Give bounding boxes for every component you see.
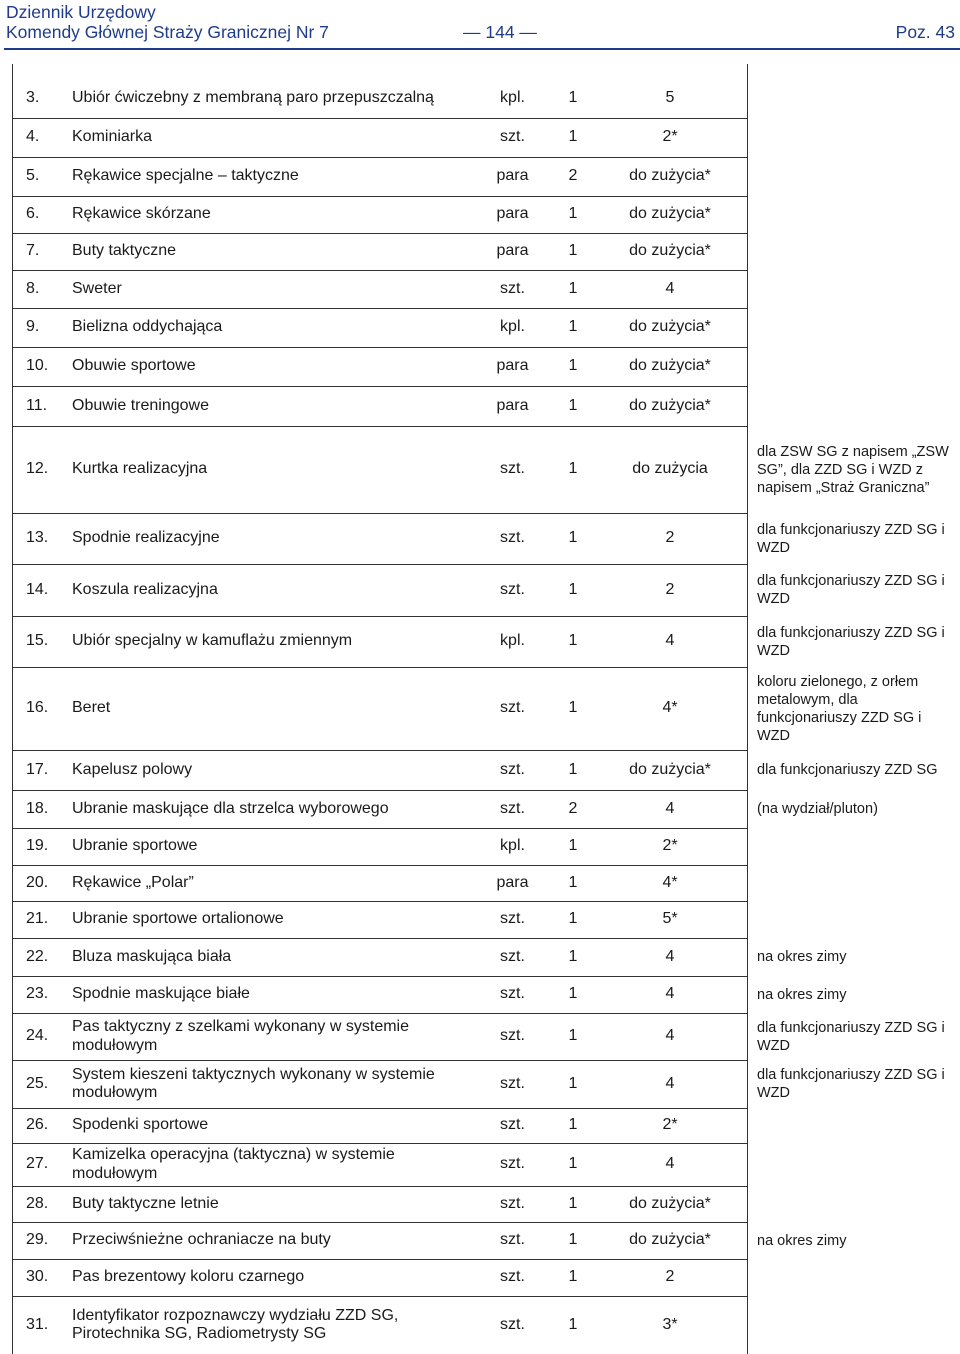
header-rule (4, 48, 960, 50)
quantity: 1 (568, 128, 578, 146)
row-divider (12, 790, 748, 791)
usage-period: do zużycia* (629, 357, 711, 375)
usage-period: 4 (665, 279, 675, 297)
unit-of-measure: para (496, 357, 529, 375)
row-number: 30. (26, 1268, 49, 1286)
unit-of-measure: szt. (500, 279, 525, 297)
row-number: 10. (26, 357, 49, 375)
item-name: Kapelusz polowy (72, 760, 193, 778)
item-name: Kamizelka operacyjna (taktyczna) w systemie modułowym (72, 1146, 395, 1182)
row-note: dla funkcjonariuszy ZZD SG i WZD (757, 573, 945, 607)
item-name: Buty taktyczne letnie (72, 1194, 219, 1212)
row-note: na okres zimy (757, 986, 847, 1003)
unit-of-measure: szt. (500, 760, 525, 778)
row-number: 16. (26, 699, 49, 717)
quantity: 1 (568, 357, 578, 375)
quantity: 1 (568, 632, 578, 650)
row-divider (12, 233, 748, 234)
item-name: Ubranie maskujące dla strzelca wyborowego (72, 799, 389, 817)
usage-period: 4 (665, 632, 675, 650)
unit-of-measure: kpl. (500, 632, 525, 650)
quantity: 1 (568, 947, 578, 965)
page-number: — 144 — (463, 22, 537, 42)
unit-of-measure: szt. (500, 1155, 525, 1173)
unit-of-measure: kpl. (500, 89, 525, 107)
quantity: 1 (568, 760, 578, 778)
item-name: Rękawice „Polar” (72, 873, 194, 891)
quantity: 1 (568, 242, 578, 260)
row-divider (12, 347, 748, 348)
quantity: 1 (568, 1116, 578, 1134)
row-number: 25. (26, 1074, 49, 1092)
row-divider (12, 1108, 748, 1109)
quantity: 1 (568, 873, 578, 891)
row-divider (12, 308, 748, 309)
row-divider (12, 118, 748, 119)
row-number: 8. (26, 279, 40, 297)
unit-of-measure: para (496, 167, 529, 185)
position-number: Poz. 43 (895, 22, 955, 42)
row-divider (12, 270, 748, 271)
row-number: 21. (26, 910, 49, 928)
row-note: dla funkcjonariuszy ZZD SG i WZD (757, 624, 945, 659)
usage-period: 2* (662, 128, 678, 146)
usage-period: 2 (665, 580, 675, 598)
row-divider (12, 1296, 748, 1297)
row-note: dla funkcjonariuszy ZZD SG (757, 762, 938, 778)
item-name: Obuwie treningowe (72, 396, 209, 414)
row-number: 17. (26, 760, 49, 778)
usage-period: 4* (662, 873, 678, 891)
quantity: 1 (568, 985, 578, 1003)
journal-name: Dziennik Urzędowy (6, 2, 156, 22)
item-name: Ubranie sportowe ortalionowe (72, 910, 284, 928)
unit-of-measure: szt. (500, 699, 525, 717)
row-divider (12, 616, 748, 617)
quantity: 1 (568, 460, 578, 478)
unit-of-measure: szt. (500, 580, 525, 598)
quantity: 1 (568, 1231, 578, 1249)
unit-of-measure: szt. (500, 1116, 525, 1134)
row-number: 9. (26, 318, 40, 336)
unit-of-measure: kpl. (500, 837, 525, 855)
row-number: 24. (26, 1027, 49, 1045)
unit-of-measure: kpl. (500, 318, 525, 336)
usage-period: 4 (665, 985, 675, 1003)
quantity: 1 (568, 1315, 578, 1333)
item-name: Ubranie sportowe (72, 837, 198, 855)
row-number: 23. (26, 985, 49, 1003)
row-note: koloru zielonego, z orłem metalowym, dla funkcjonariuszy ZZD SG i WZD (757, 673, 922, 744)
issuer-name: Komendy Głównej Straży Granicznej Nr 7 (6, 22, 329, 42)
column-divider (747, 64, 748, 1354)
unit-of-measure: szt. (500, 1268, 525, 1286)
usage-period: 5* (662, 910, 678, 928)
item-name: Kominiarka (72, 128, 153, 146)
item-name: Spodnie maskujące białe (72, 985, 250, 1003)
row-number: 27. (26, 1155, 49, 1173)
usage-period: 4 (665, 947, 675, 965)
row-divider (12, 426, 748, 427)
usage-period: 4 (665, 1074, 675, 1092)
quantity: 1 (568, 1268, 578, 1286)
unit-of-measure: szt. (500, 529, 525, 547)
row-note: dla ZSW SG z napisem „ZSW SG”, dla ZZD SG i WZD z napisem „Straż Graniczna” (757, 443, 949, 496)
row-divider (12, 1186, 748, 1187)
row-number: 22. (26, 947, 49, 965)
row-number: 4. (26, 128, 40, 146)
quantity: 1 (568, 1194, 578, 1212)
row-number: 28. (26, 1194, 49, 1212)
item-name: Ubiór specjalny w kamuflażu zmiennym (72, 632, 353, 650)
quantity: 1 (568, 910, 578, 928)
row-divider (12, 386, 748, 387)
unit-of-measure: szt. (500, 128, 525, 146)
usage-period: 5 (665, 89, 675, 107)
row-divider (12, 564, 748, 565)
usage-period: do zużycia* (629, 242, 711, 260)
row-note: dla funkcjonariuszy ZZD SG i WZD (757, 521, 945, 556)
row-divider (12, 157, 748, 158)
row-number: 26. (26, 1116, 49, 1134)
item-name: Bluza maskująca biała (72, 947, 232, 965)
item-name: Buty taktyczne (72, 242, 177, 260)
row-divider (12, 1143, 748, 1144)
row-divider (12, 865, 748, 866)
item-name: Sweter (72, 279, 122, 297)
unit-of-measure: para (496, 205, 529, 223)
row-number: 19. (26, 837, 49, 855)
usage-period: 2* (662, 1116, 678, 1134)
row-divider (12, 196, 748, 197)
usage-period: do zużycia* (629, 1194, 711, 1212)
quantity: 1 (568, 318, 578, 336)
unit-of-measure: szt. (500, 1194, 525, 1212)
row-number: 11. (26, 396, 48, 414)
usage-period: do zużycia* (629, 396, 711, 414)
quantity: 1 (568, 89, 578, 107)
unit-of-measure: szt. (500, 1231, 525, 1249)
row-divider (12, 750, 748, 751)
unit-of-measure: szt. (500, 985, 525, 1003)
row-number: 6. (26, 205, 40, 223)
quantity: 1 (568, 1074, 578, 1092)
item-name: Identyfikator rozpoznawczy wydziału ZZD SG, Pirotechnika SG, Radiometrysty SG (72, 1306, 399, 1342)
usage-period: 4 (665, 1027, 675, 1045)
usage-period: do zużycia* (629, 318, 711, 336)
unit-of-measure: szt. (500, 1027, 525, 1045)
item-name: Obuwie sportowe (72, 357, 196, 375)
row-divider (12, 667, 748, 668)
item-name: Przeciwśnieżne ochraniacze na buty (72, 1231, 331, 1249)
row-number: 12. (26, 460, 49, 478)
quantity: 2 (568, 799, 578, 817)
row-divider (12, 1222, 748, 1223)
quantity: 1 (568, 279, 578, 297)
row-divider (12, 901, 748, 902)
unit-of-measure: para (496, 242, 529, 260)
unit-of-measure: szt. (500, 1315, 525, 1333)
item-name: Bielizna oddychająca (72, 318, 223, 336)
usage-period: 2 (665, 1268, 675, 1286)
item-name: Koszula realizacyjna (72, 580, 218, 598)
item-name: Pas taktyczny z szelkami wykonany w systemie modułowym (72, 1018, 409, 1054)
usage-period: do zużycia* (629, 167, 711, 185)
usage-period: do zużycia* (629, 1231, 711, 1249)
unit-of-measure: szt. (500, 947, 525, 965)
left-border (12, 64, 13, 1354)
row-divider (12, 1013, 748, 1014)
row-note: dla funkcjonariuszy ZZD SG i WZD (757, 1067, 945, 1101)
quantity: 1 (568, 205, 578, 223)
quantity: 1 (568, 1155, 578, 1173)
quantity: 2 (568, 167, 578, 185)
quantity: 1 (568, 529, 578, 547)
usage-period: 4* (662, 699, 678, 717)
unit-of-measure: szt. (500, 799, 525, 817)
item-name: System kieszeni taktycznych wykonany w systemie modułowym (72, 1065, 435, 1101)
item-name: Spodenki sportowe (72, 1116, 209, 1134)
unit-of-measure: szt. (500, 1074, 525, 1092)
quantity: 1 (568, 396, 578, 414)
row-divider (12, 1060, 748, 1061)
row-divider (12, 1259, 748, 1260)
usage-period: do zużycia* (629, 205, 711, 223)
row-number: 7. (26, 242, 40, 260)
row-number: 13. (26, 529, 49, 547)
item-name: Beret (72, 699, 111, 717)
item-name: Rękawice specjalne – taktyczne (72, 167, 299, 185)
row-number: 18. (26, 799, 49, 817)
quantity: 1 (568, 837, 578, 855)
row-divider (12, 976, 748, 977)
row-number: 31. (26, 1315, 49, 1333)
usage-period: 4 (665, 799, 675, 817)
usage-period: 2 (665, 529, 675, 547)
item-name: Kurtka realizacyjna (72, 460, 208, 478)
item-name: Rękawice skórzane (72, 205, 211, 223)
quantity: 1 (568, 1027, 578, 1045)
item-name: Ubiór ćwiczebny z membraną paro przepuszczalną (72, 89, 434, 107)
row-note: dla funkcjonariuszy ZZD SG i WZD (757, 1019, 945, 1054)
usage-period: 2* (662, 837, 678, 855)
row-number: 15. (26, 632, 49, 650)
row-note: (na wydział/pluton) (757, 801, 878, 817)
usage-period: 3* (662, 1315, 678, 1333)
usage-period: 4 (665, 1155, 675, 1173)
row-number: 5. (26, 167, 40, 185)
item-name: Pas brezentowy koloru czarnego (72, 1268, 305, 1286)
unit-of-measure: para (496, 873, 529, 891)
row-divider (12, 513, 748, 514)
unit-of-measure: para (496, 396, 529, 414)
item-name: Spodnie realizacyjne (72, 529, 220, 547)
unit-of-measure: szt. (500, 910, 525, 928)
row-number: 14. (26, 580, 49, 598)
row-divider (12, 828, 748, 829)
usage-period: do zużycia* (629, 760, 711, 778)
row-number: 29. (26, 1231, 49, 1249)
quantity: 1 (568, 699, 578, 717)
row-number: 20. (26, 873, 49, 891)
unit-of-measure: szt. (500, 460, 525, 478)
usage-period: do zużycia (632, 460, 708, 478)
row-number: 3. (26, 89, 40, 107)
quantity: 1 (568, 580, 578, 598)
row-note: na okres zimy (757, 1232, 847, 1249)
row-divider (12, 938, 748, 939)
row-note: na okres zimy (757, 949, 847, 965)
